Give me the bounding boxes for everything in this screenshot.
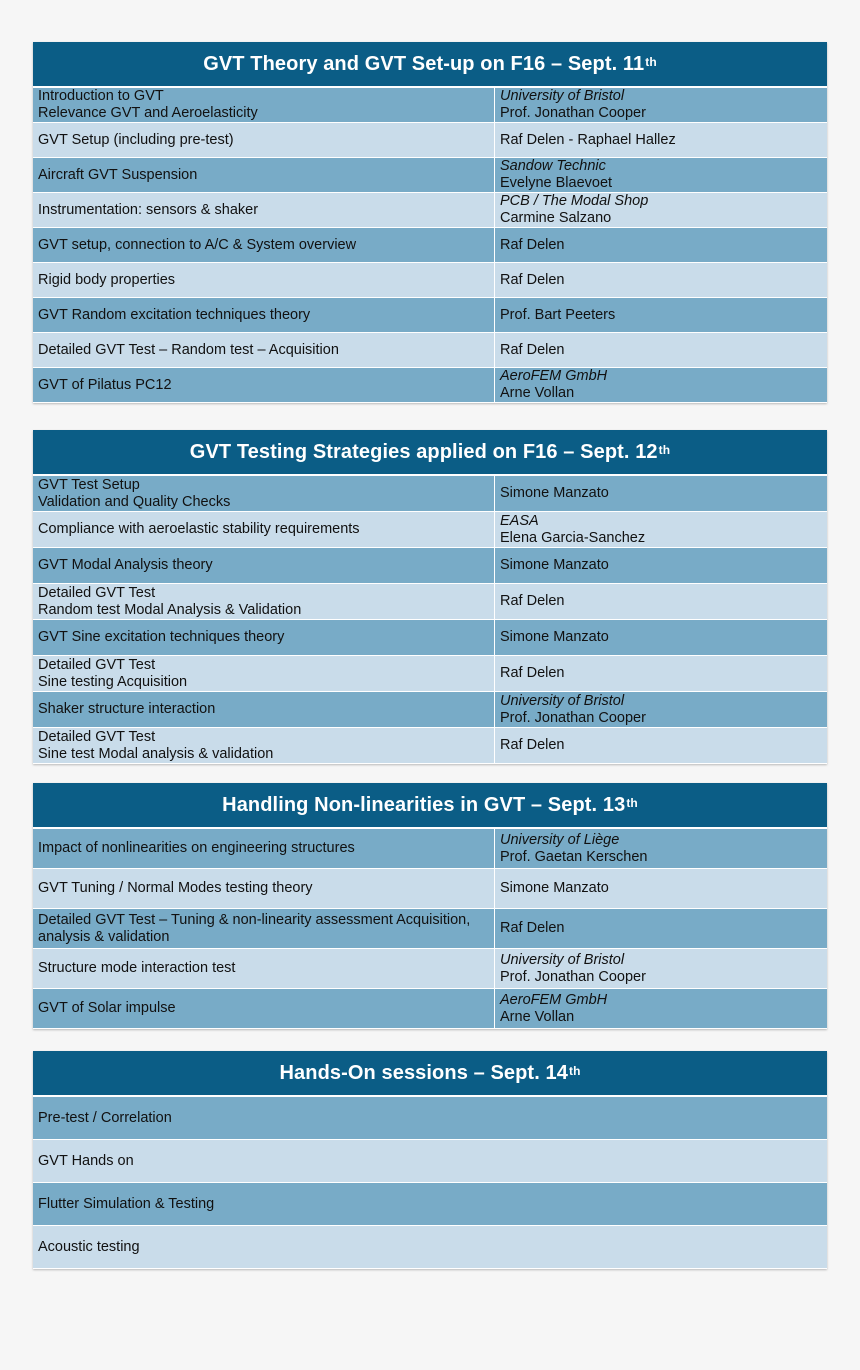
speaker-name: Arne Vollan: [500, 385, 575, 401]
section-title: [33, 430, 827, 476]
session-topic-line: Detailed GVT Test – Random test – Acquisition: [38, 341, 339, 358]
session-topic: [33, 869, 495, 908]
session-topic: [33, 1226, 827, 1268]
session-topic-line: Flutter Simulation & Testing: [38, 1195, 215, 1212]
session-topic-line: GVT Test Setup: [38, 476, 140, 493]
session-topic-line: GVT Random excitation techniques theory: [38, 306, 311, 323]
session-topic-line: GVT Tuning / Normal Modes testing theory: [38, 880, 313, 896]
agenda-row: [33, 298, 827, 333]
agenda-row: [33, 949, 827, 989]
session-topic: [33, 1097, 827, 1139]
session-topic-line: Detailed GVT Test – Tuning & non-linearity assessment Acquisition,: [38, 911, 471, 928]
speaker-name: Raf Delen: [500, 236, 565, 253]
section-title-ordinal: th: [568, 1064, 581, 1078]
agenda-row: [33, 158, 827, 193]
session-topic-line: Detailed GVT Test: [38, 656, 156, 673]
session-topic: [33, 512, 495, 547]
session-topic: [33, 728, 495, 763]
agenda-row: [33, 512, 827, 548]
speaker-organization: University of Liège: [500, 831, 620, 848]
session-speaker: [495, 333, 827, 367]
speaker-name: Raf Delen: [500, 737, 565, 753]
session-topic: [33, 88, 495, 122]
speaker-organization: AeroFEM GmbH: [500, 991, 608, 1008]
speaker-name: Simone Manzato: [500, 485, 609, 501]
session-topic-line: Detailed GVT Test: [38, 584, 156, 601]
session-topic-line: Structure mode interaction test: [38, 960, 236, 976]
session-topic-line: Shaker structure interaction: [38, 701, 216, 717]
speaker-organization: University of Bristol: [500, 88, 625, 104]
speaker-organization: University of Bristol: [500, 951, 625, 968]
session-speaker: [495, 193, 827, 227]
session-speaker: [495, 829, 827, 868]
session-topic: [33, 692, 495, 727]
session-speaker: [495, 228, 827, 262]
agenda-row: [33, 656, 827, 692]
session-topic-line: Compliance with aeroelastic stability requirements: [38, 521, 360, 537]
section-title-text: Hands-On sessions – Sept. 14: [279, 1061, 568, 1084]
session-topic: [33, 620, 495, 655]
session-speaker: [495, 656, 827, 691]
agenda-row: [33, 1140, 827, 1183]
agenda-row: [33, 829, 827, 869]
session-topic-line: Sine testing Acquisition: [38, 673, 188, 690]
speaker-organization: PCB / The Modal Shop: [500, 193, 649, 209]
session-topic: [33, 548, 495, 583]
speaker-name: Raf Delen: [500, 920, 565, 936]
agenda-row: [33, 548, 827, 584]
section-title-ordinal: th: [658, 443, 671, 457]
agenda-row: [33, 263, 827, 298]
speaker-name: Raf Delen - Raphael Hallez: [500, 131, 676, 148]
session-topic: [33, 829, 495, 868]
session-topic: [33, 158, 495, 192]
session-speaker: [495, 158, 827, 192]
session-speaker: [495, 692, 827, 727]
session-speaker: [495, 88, 827, 122]
session-topic-line: Aircraft GVT Suspension: [38, 166, 198, 183]
section-title-text: Handling Non-linearities in GVT – Sept. 13: [222, 793, 626, 816]
speaker-name: Prof. Bart Peeters: [500, 306, 616, 323]
session-topic-line: Introduction to GVT: [38, 88, 164, 104]
session-topic-line: analysis & validation: [38, 928, 170, 945]
speaker-name: Prof. Gaetan Kerschen: [500, 848, 648, 865]
session-topic-line: Instrumentation: sensors & shaker: [38, 201, 259, 218]
section-title: [33, 1051, 827, 1097]
session-topic: [33, 298, 495, 332]
session-speaker: [495, 620, 827, 655]
agenda-row: [33, 193, 827, 228]
speaker-name: Carmine Salzano: [500, 210, 612, 226]
speaker-name: Raf Delen: [500, 665, 565, 681]
section-title-ordinal: th: [645, 55, 657, 69]
session-speaker: [495, 949, 827, 988]
speaker-name: Evelyne Blaevoet: [500, 175, 613, 191]
section-title-text: GVT Testing Strategies applied on F16 – Sept. 12: [189, 440, 658, 463]
speaker-name: Prof. Jonathan Cooper: [500, 968, 646, 985]
session-speaker: [495, 263, 827, 297]
speaker-name: Raf Delen: [500, 593, 565, 609]
section-day-4: [33, 1051, 827, 1269]
session-topic: [33, 656, 495, 691]
speaker-organization: AeroFEM GmbH: [500, 368, 608, 384]
session-speaker: [495, 512, 827, 547]
agenda-row: [33, 584, 827, 620]
session-topic: [33, 1140, 827, 1182]
session-topic: [33, 949, 495, 988]
agenda-row: [33, 989, 827, 1029]
session-speaker: [495, 476, 827, 511]
section-title: [33, 42, 827, 88]
session-topic: [33, 989, 495, 1028]
speaker-name: Prof. Jonathan Cooper: [500, 105, 646, 121]
agenda-row: [33, 1183, 827, 1226]
agenda-row: [33, 88, 827, 123]
session-topic-line: GVT Sine excitation techniques theory: [38, 629, 285, 645]
session-topic-line: GVT of Solar impulse: [38, 1000, 176, 1016]
agenda-row: [33, 123, 827, 158]
agenda-row: [33, 869, 827, 909]
speaker-name: Simone Manzato: [500, 557, 609, 573]
session-speaker: [495, 548, 827, 583]
agenda-row: [33, 1097, 827, 1140]
agenda-row: [33, 620, 827, 656]
speaker-name: Simone Manzato: [500, 629, 609, 645]
agenda-row: [33, 368, 827, 403]
section-title-text: GVT Theory and GVT Set-up on F16 – Sept. 11: [203, 52, 645, 75]
session-topic-line: Pre-test / Correlation: [38, 1109, 172, 1126]
session-topic: [33, 333, 495, 367]
session-topic: [33, 368, 495, 402]
session-topic: [33, 193, 495, 227]
session-topic-line: Detailed GVT Test: [38, 728, 156, 745]
section-title: [33, 783, 827, 829]
session-topic-line: Acoustic testing: [38, 1238, 140, 1255]
session-speaker: [495, 728, 827, 763]
speaker-name: Raf Delen: [500, 271, 565, 288]
section-day-2: [33, 430, 827, 764]
speaker-organization: University of Bristol: [500, 692, 625, 709]
session-speaker: [495, 909, 827, 948]
session-topic-line: Impact of nonlinearities on engineering structures: [38, 840, 355, 856]
session-speaker: [495, 368, 827, 402]
session-topic-line: GVT Modal Analysis theory: [38, 557, 213, 573]
session-topic: [33, 123, 495, 157]
session-topic-line: GVT setup, connection to A/C & System overview: [38, 236, 357, 253]
speaker-organization: Sandow Technic: [500, 158, 606, 174]
session-topic: [33, 476, 495, 511]
agenda-row: [33, 692, 827, 728]
session-speaker: [495, 298, 827, 332]
agenda-row: [33, 333, 827, 368]
session-speaker: [495, 123, 827, 157]
speaker-name: Elena Garcia-Sanchez: [500, 529, 646, 546]
speaker-name: Simone Manzato: [500, 880, 609, 896]
session-topic-line: Validation and Quality Checks: [38, 493, 231, 510]
session-topic-line: Random test Modal Analysis & Validation: [38, 601, 302, 618]
speaker-name: Raf Delen: [500, 341, 565, 358]
session-topic-line: Sine test Modal analysis & validation: [38, 745, 274, 762]
session-topic: [33, 1183, 827, 1225]
session-speaker: [495, 989, 827, 1028]
session-topic-line: Relevance GVT and Aeroelasticity: [38, 105, 258, 121]
speaker-organization: EASA: [500, 512, 539, 529]
session-topic: [33, 228, 495, 262]
speaker-name: Arne Vollan: [500, 1008, 575, 1025]
section-day-1: [33, 42, 827, 403]
session-topic-line: GVT Setup (including pre-test): [38, 131, 234, 148]
session-speaker: [495, 584, 827, 619]
session-topic: [33, 909, 495, 948]
speaker-name: Prof. Jonathan Cooper: [500, 709, 646, 726]
agenda-row: [33, 909, 827, 949]
session-topic: [33, 584, 495, 619]
agenda-row: [33, 476, 827, 512]
session-speaker: [495, 869, 827, 908]
section-day-3: [33, 783, 827, 1029]
agenda-row: [33, 728, 827, 764]
agenda-row: [33, 228, 827, 263]
session-topic-line: GVT Hands on: [38, 1152, 134, 1169]
section-title-ordinal: th: [626, 796, 638, 810]
agenda-row: [33, 1226, 827, 1269]
session-topic: [33, 263, 495, 297]
session-topic-line: Rigid body properties: [38, 271, 176, 288]
session-topic-line: GVT of Pilatus PC12: [38, 376, 172, 393]
